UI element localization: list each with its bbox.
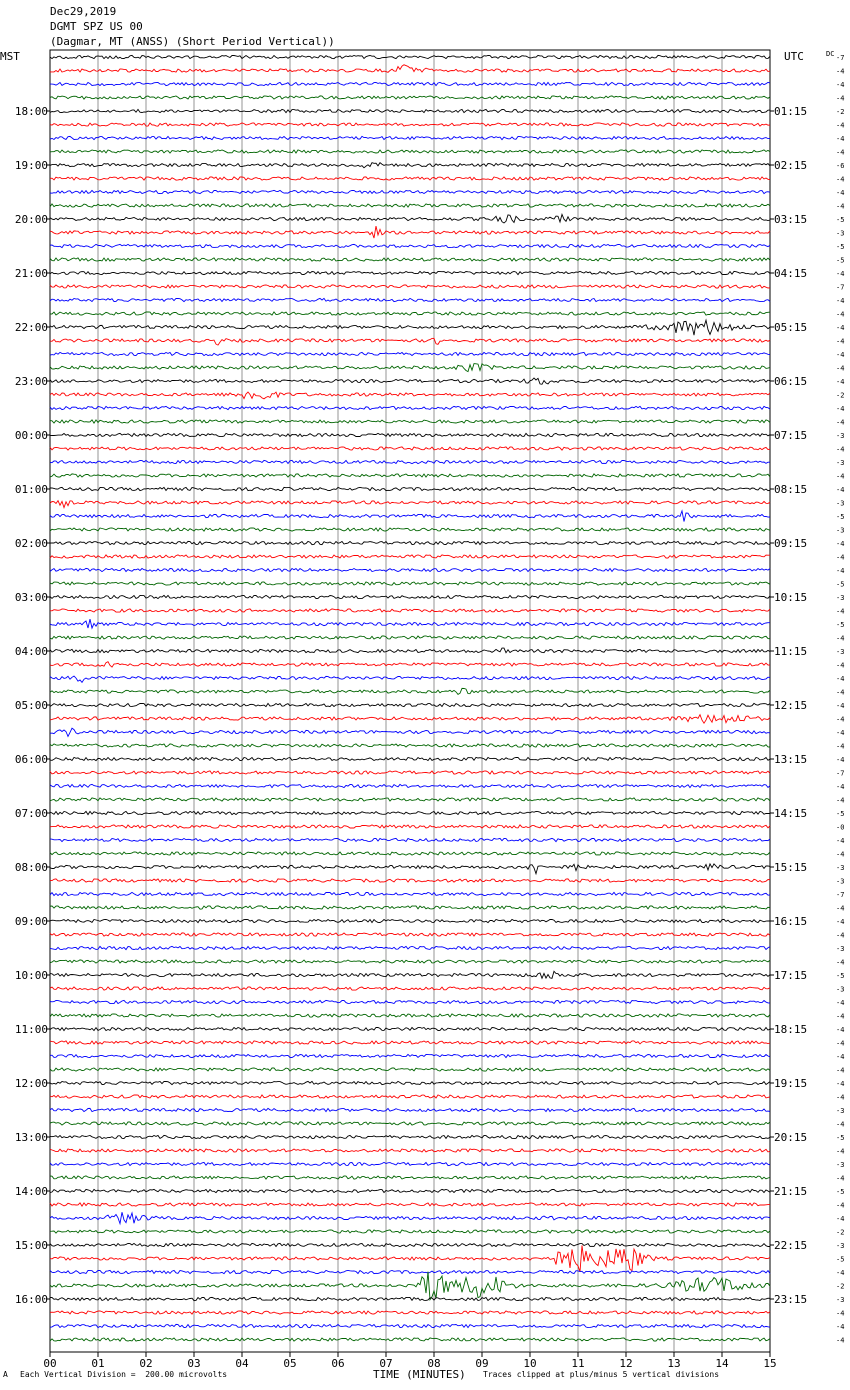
dc-offset-96: -4 bbox=[836, 1336, 845, 1345]
trace-row-9 bbox=[50, 163, 770, 168]
dc-offset-11: -4 bbox=[836, 189, 845, 197]
x-tick-label-15: 15 bbox=[763, 1357, 777, 1370]
trace-row-35 bbox=[50, 511, 770, 522]
hour-label-left: 06:00 bbox=[14, 753, 48, 766]
trace-row-83 bbox=[50, 1162, 770, 1165]
trace-row-31 bbox=[50, 460, 770, 463]
trace-row-6 bbox=[50, 123, 770, 126]
trace-row-85 bbox=[50, 1189, 770, 1192]
dc-offset-88: -2 bbox=[836, 1228, 845, 1237]
trace-row-91 bbox=[50, 1270, 770, 1273]
dc-offset-76: -4 bbox=[836, 1066, 845, 1075]
trace-row-3 bbox=[50, 82, 770, 85]
trace-row-37 bbox=[50, 541, 770, 544]
x-tick-label-07: 07 bbox=[379, 1357, 393, 1370]
left-timezone-label: MST bbox=[0, 50, 20, 63]
trace-row-30 bbox=[50, 447, 770, 450]
dc-offset-83: -3 bbox=[836, 1161, 845, 1169]
trace-row-50 bbox=[50, 715, 770, 724]
trace-row-84 bbox=[50, 1176, 770, 1179]
trace-row-46 bbox=[50, 662, 770, 667]
dc-offset-91: -4 bbox=[836, 1269, 845, 1277]
trace-row-38 bbox=[50, 555, 770, 558]
dc-offset-78: -4 bbox=[836, 1093, 845, 1102]
trace-row-21 bbox=[50, 320, 770, 335]
dc-offset-38: -4 bbox=[836, 553, 845, 562]
dc-offset-32: -4 bbox=[836, 472, 845, 481]
dc-offset-27: -4 bbox=[836, 405, 845, 413]
dc-offset-4: -4 bbox=[836, 94, 845, 103]
trace-row-87 bbox=[50, 1212, 770, 1223]
trace-row-55 bbox=[50, 784, 770, 787]
trace-row-77 bbox=[50, 1081, 770, 1084]
trace-row-16 bbox=[50, 258, 770, 261]
trace-row-5 bbox=[50, 109, 770, 112]
trace-row-22 bbox=[50, 338, 770, 345]
x-tick-label-10: 10 bbox=[523, 1357, 537, 1370]
trace-row-39 bbox=[50, 568, 770, 571]
trace-row-42 bbox=[50, 609, 770, 612]
hour-label-left: 03:00 bbox=[14, 591, 48, 604]
dc-offset-15: -5 bbox=[836, 243, 845, 251]
hour-label-right: 21:15 bbox=[774, 1185, 808, 1198]
hour-label-left: 13:00 bbox=[14, 1131, 48, 1144]
trace-row-10 bbox=[50, 177, 770, 180]
hour-label-right: 02:15 bbox=[774, 159, 808, 172]
hour-label-right: 18:15 bbox=[774, 1023, 808, 1036]
dc-offset-53: -4 bbox=[836, 756, 845, 764]
dc-offset-93: -3 bbox=[836, 1296, 845, 1304]
dc-offset-89: -3 bbox=[836, 1242, 845, 1250]
trace-row-36 bbox=[50, 528, 770, 531]
trace-row-8 bbox=[50, 150, 770, 153]
dc-offset-51: -4 bbox=[836, 729, 845, 737]
trace-row-65 bbox=[50, 919, 770, 922]
trace-row-20 bbox=[50, 312, 770, 315]
hour-label-right: 23:15 bbox=[774, 1293, 808, 1306]
trace-row-88 bbox=[50, 1230, 770, 1233]
hour-label-left: 07:00 bbox=[14, 807, 48, 820]
trace-row-53 bbox=[50, 757, 770, 760]
dc-offset-47: -4 bbox=[836, 675, 845, 683]
hour-label-right: 10:15 bbox=[774, 591, 808, 604]
dc-offset-56: -4 bbox=[836, 796, 845, 805]
trace-row-66 bbox=[50, 933, 770, 936]
trace-row-71 bbox=[50, 1000, 770, 1003]
dc-offset-80: -4 bbox=[836, 1120, 845, 1129]
hour-label-right: 15:15 bbox=[774, 861, 808, 874]
hour-label-right: 13:15 bbox=[774, 753, 808, 766]
trace-row-89 bbox=[50, 1243, 770, 1246]
dc-offset-70: -3 bbox=[836, 985, 845, 994]
dc-offset-13: -5 bbox=[836, 216, 845, 224]
hour-label-left: 10:00 bbox=[14, 969, 48, 982]
trace-row-2 bbox=[50, 65, 770, 73]
dc-label: DC bbox=[826, 50, 835, 58]
dc-offset-81: -5 bbox=[836, 1134, 845, 1142]
hour-label-left: 14:00 bbox=[14, 1185, 48, 1198]
dc-offset-12: -4 bbox=[836, 202, 845, 211]
dc-offset-33: -4 bbox=[836, 486, 845, 494]
header-station: DGMT SPZ US 00 bbox=[50, 20, 143, 33]
dc-offset-69: -5 bbox=[836, 972, 845, 980]
hour-label-left: 23:00 bbox=[14, 375, 48, 388]
dc-offset-43: -5 bbox=[836, 621, 845, 629]
dc-offset-95: -4 bbox=[836, 1323, 845, 1331]
hour-label-left: 05:00 bbox=[14, 699, 48, 712]
dc-offset-72: -4 bbox=[836, 1012, 845, 1021]
dc-offset-16: -5 bbox=[836, 256, 845, 265]
dc-offset-28: -4 bbox=[836, 418, 845, 427]
dc-offset-7: -4 bbox=[836, 135, 845, 143]
trace-row-18 bbox=[50, 285, 770, 288]
trace-row-69 bbox=[50, 971, 770, 978]
x-tick-label-06: 06 bbox=[331, 1357, 345, 1370]
right-timezone-label: UTC bbox=[784, 50, 804, 63]
trace-row-13 bbox=[50, 214, 770, 223]
dc-offset-77: -4 bbox=[836, 1080, 845, 1088]
dc-offset-39: -4 bbox=[836, 567, 845, 575]
dc-offset-35: -5 bbox=[836, 513, 845, 521]
x-tick-label-09: 09 bbox=[475, 1357, 489, 1370]
dc-offset-64: -4 bbox=[836, 904, 845, 913]
trace-row-72 bbox=[50, 1014, 770, 1017]
header-location: (Dagmar, MT (ANSS) (Short Period Vertical)) bbox=[50, 35, 335, 48]
x-tick-label-14: 14 bbox=[715, 1357, 729, 1370]
hour-label-right: 07:15 bbox=[774, 429, 808, 442]
trace-row-58 bbox=[50, 825, 770, 828]
dc-offset-49: -4 bbox=[836, 702, 845, 710]
dc-offset-40: -5 bbox=[836, 580, 845, 589]
trace-row-43 bbox=[50, 619, 770, 628]
trace-row-59 bbox=[50, 838, 770, 841]
trace-row-45 bbox=[50, 648, 770, 653]
trace-row-51 bbox=[50, 728, 770, 736]
dc-offset-8: -4 bbox=[836, 148, 845, 157]
hour-label-right: 01:15 bbox=[774, 105, 808, 118]
x-tick-label-04: 04 bbox=[235, 1357, 249, 1370]
dc-offset-41: -3 bbox=[836, 594, 845, 602]
dc-offset-48: -4 bbox=[836, 688, 845, 697]
hour-label-left: 11:00 bbox=[14, 1023, 48, 1036]
hour-label-right: 08:15 bbox=[774, 483, 808, 496]
dc-offset-79: -3 bbox=[836, 1107, 845, 1115]
dc-offset-10: -4 bbox=[836, 175, 845, 184]
trace-row-27 bbox=[50, 406, 770, 409]
dc-offset-67: -3 bbox=[836, 945, 845, 953]
trace-row-70 bbox=[50, 987, 770, 990]
trace-row-7 bbox=[50, 136, 770, 139]
trace-row-74 bbox=[50, 1041, 770, 1044]
dc-offset-6: -4 bbox=[836, 121, 845, 130]
trace-row-32 bbox=[50, 474, 770, 477]
dc-offset-54: -7 bbox=[836, 769, 845, 778]
dc-offset-21: -4 bbox=[836, 324, 845, 332]
hour-label-left: 15:00 bbox=[14, 1239, 48, 1252]
trace-row-26 bbox=[50, 392, 770, 399]
dc-offset-34: -3 bbox=[836, 499, 845, 508]
dc-offset-62: -3 bbox=[836, 877, 845, 886]
x-tick-label-02: 02 bbox=[139, 1357, 153, 1370]
hour-label-right: 06:15 bbox=[774, 375, 808, 388]
dc-offset-19: -4 bbox=[836, 297, 845, 305]
trace-row-56 bbox=[50, 798, 770, 801]
dc-offset-17: -4 bbox=[836, 270, 845, 278]
x-tick-label-13: 13 bbox=[667, 1357, 681, 1370]
trace-row-86 bbox=[50, 1203, 770, 1206]
hour-label-right: 17:15 bbox=[774, 969, 808, 982]
trace-row-15 bbox=[50, 244, 770, 247]
trace-row-67 bbox=[50, 946, 770, 949]
corner-mark: A bbox=[3, 1370, 8, 1379]
hour-label-left: 16:00 bbox=[14, 1293, 48, 1306]
dc-offset-36: -3 bbox=[836, 526, 845, 535]
hour-label-left: 08:00 bbox=[14, 861, 48, 874]
hour-label-right: 16:15 bbox=[774, 915, 808, 928]
hour-label-right: 22:15 bbox=[774, 1239, 808, 1252]
dc-offset-75: -4 bbox=[836, 1053, 845, 1061]
dc-offset-58: -0 bbox=[836, 823, 845, 832]
trace-row-14 bbox=[50, 226, 770, 238]
dc-offset-14: -3 bbox=[836, 229, 845, 238]
x-tick-label-05: 05 bbox=[283, 1357, 297, 1370]
hour-label-right: 19:15 bbox=[774, 1077, 808, 1090]
dc-offset-84: -4 bbox=[836, 1174, 845, 1183]
clipping-note: Traces clipped at plus/minus 5 vertical divisions bbox=[483, 1370, 720, 1379]
trace-row-78 bbox=[50, 1095, 770, 1098]
hour-label-left: 18:00 bbox=[14, 105, 48, 118]
dc-offset-87: -4 bbox=[836, 1215, 845, 1223]
dc-offset-1: -7 bbox=[836, 54, 845, 62]
dc-offset-68: -4 bbox=[836, 958, 845, 967]
dc-offset-22: -4 bbox=[836, 337, 845, 346]
dc-offset-94: -4 bbox=[836, 1309, 845, 1318]
trace-row-68 bbox=[50, 960, 770, 963]
dc-offset-73: -4 bbox=[836, 1026, 845, 1034]
trace-row-40 bbox=[50, 582, 770, 585]
trace-row-73 bbox=[50, 1027, 770, 1030]
dc-offset-82: -4 bbox=[836, 1147, 845, 1156]
trace-row-63 bbox=[50, 892, 770, 895]
trace-row-1 bbox=[50, 55, 770, 58]
dc-offset-74: -4 bbox=[836, 1039, 845, 1048]
hour-label-left: 19:00 bbox=[14, 159, 48, 172]
trace-row-24 bbox=[50, 364, 770, 372]
dc-offset-2: -4 bbox=[836, 67, 845, 76]
trace-row-57 bbox=[50, 811, 770, 814]
trace-row-60 bbox=[50, 852, 770, 855]
hour-label-left: 20:00 bbox=[14, 213, 48, 226]
trace-row-75 bbox=[50, 1054, 770, 1057]
dc-offset-25: -4 bbox=[836, 378, 845, 386]
hour-label-right: 12:15 bbox=[774, 699, 808, 712]
dc-offset-57: -5 bbox=[836, 810, 845, 818]
trace-row-48 bbox=[50, 688, 770, 694]
trace-row-41 bbox=[50, 595, 770, 598]
dc-offset-92: -2 bbox=[836, 1282, 845, 1291]
trace-row-23 bbox=[50, 352, 770, 355]
dc-offset-30: -4 bbox=[836, 445, 845, 454]
trace-row-12 bbox=[50, 204, 770, 207]
x-tick-label-01: 01 bbox=[91, 1357, 105, 1370]
hour-label-right: 09:15 bbox=[774, 537, 808, 550]
hour-label-left: 04:00 bbox=[14, 645, 48, 658]
trace-row-79 bbox=[50, 1108, 770, 1111]
x-tick-label-00: 00 bbox=[43, 1357, 57, 1370]
trace-row-49 bbox=[50, 703, 770, 706]
hour-label-left: 02:00 bbox=[14, 537, 48, 550]
hour-label-right: 04:15 bbox=[774, 267, 808, 280]
dc-offset-37: -4 bbox=[836, 540, 845, 548]
trace-row-19 bbox=[50, 298, 770, 301]
trace-row-17 bbox=[50, 271, 770, 274]
dc-offset-44: -4 bbox=[836, 634, 845, 643]
dc-offset-42: -4 bbox=[836, 607, 845, 616]
dc-offset-65: -4 bbox=[836, 918, 845, 926]
hour-label-left: 21:00 bbox=[14, 267, 48, 280]
dc-offset-86: -4 bbox=[836, 1201, 845, 1210]
hour-label-right: 20:15 bbox=[774, 1131, 808, 1144]
trace-row-11 bbox=[50, 190, 770, 193]
hour-label-right: 05:15 bbox=[774, 321, 808, 334]
trace-row-34 bbox=[50, 501, 770, 508]
trace-row-76 bbox=[50, 1068, 770, 1071]
dc-offset-50: -4 bbox=[836, 715, 845, 724]
trace-row-80 bbox=[50, 1122, 770, 1125]
trace-row-29 bbox=[50, 433, 770, 436]
trace-row-92 bbox=[50, 1272, 770, 1300]
hour-label-left: 01:00 bbox=[14, 483, 48, 496]
dc-offset-29: -3 bbox=[836, 432, 845, 440]
trace-row-90 bbox=[50, 1245, 770, 1271]
header-date: Dec29,2019 bbox=[50, 5, 117, 18]
dc-offset-26: -2 bbox=[836, 391, 845, 400]
trace-row-62 bbox=[50, 879, 770, 882]
dc-offset-63: -7 bbox=[836, 891, 845, 899]
dc-offset-90: -5 bbox=[836, 1255, 845, 1264]
dc-offset-45: -3 bbox=[836, 648, 845, 656]
trace-row-61 bbox=[50, 864, 770, 874]
dc-offset-59: -4 bbox=[836, 837, 845, 845]
dc-offset-9: -6 bbox=[836, 162, 845, 170]
x-tick-label-03: 03 bbox=[187, 1357, 201, 1370]
dc-offset-61: -3 bbox=[836, 864, 845, 872]
trace-row-52 bbox=[50, 744, 770, 747]
x-tick-label-08: 08 bbox=[427, 1357, 441, 1370]
dc-offset-55: -4 bbox=[836, 783, 845, 791]
dc-offset-24: -4 bbox=[836, 364, 845, 373]
hour-label-left: 09:00 bbox=[14, 915, 48, 928]
x-tick-label-12: 12 bbox=[619, 1357, 633, 1370]
trace-row-54 bbox=[50, 771, 770, 774]
dc-offset-20: -4 bbox=[836, 310, 845, 319]
hour-label-right: 14:15 bbox=[774, 807, 808, 820]
trace-row-81 bbox=[50, 1135, 770, 1138]
dc-offset-66: -4 bbox=[836, 931, 845, 940]
dc-offset-71: -4 bbox=[836, 999, 845, 1007]
trace-row-93 bbox=[50, 1297, 770, 1300]
hour-label-right: 11:15 bbox=[774, 645, 808, 658]
dc-offset-23: -4 bbox=[836, 351, 845, 359]
trace-row-44 bbox=[50, 636, 770, 639]
dc-offset-52: -4 bbox=[836, 742, 845, 751]
dc-offset-46: -4 bbox=[836, 661, 845, 670]
dc-offset-3: -4 bbox=[836, 81, 845, 89]
trace-row-64 bbox=[50, 906, 770, 909]
hour-label-left: 12:00 bbox=[14, 1077, 48, 1090]
trace-row-33 bbox=[50, 487, 770, 490]
dc-offset-18: -7 bbox=[836, 283, 845, 292]
trace-row-94 bbox=[50, 1311, 770, 1314]
x-axis-title: TIME (MINUTES) bbox=[373, 1368, 466, 1381]
trace-row-82 bbox=[50, 1149, 770, 1152]
hour-label-left: 00:00 bbox=[14, 429, 48, 442]
trace-row-28 bbox=[50, 420, 770, 423]
vertical-division-note: Each Vertical Division = 200.00 microvolts bbox=[20, 1370, 228, 1379]
trace-row-95 bbox=[50, 1324, 770, 1327]
trace-row-4 bbox=[50, 96, 770, 99]
dc-offset-60: -4 bbox=[836, 850, 845, 859]
dc-offset-31: -3 bbox=[836, 459, 845, 467]
trace-row-96 bbox=[50, 1338, 770, 1341]
hour-label-left: 22:00 bbox=[14, 321, 48, 334]
hour-label-right: 03:15 bbox=[774, 213, 808, 226]
x-tick-label-11: 11 bbox=[571, 1357, 585, 1370]
dc-offset-85: -5 bbox=[836, 1188, 845, 1196]
trace-row-47 bbox=[50, 676, 770, 682]
dc-offset-5: -2 bbox=[836, 108, 845, 116]
trace-row-25 bbox=[50, 378, 770, 384]
